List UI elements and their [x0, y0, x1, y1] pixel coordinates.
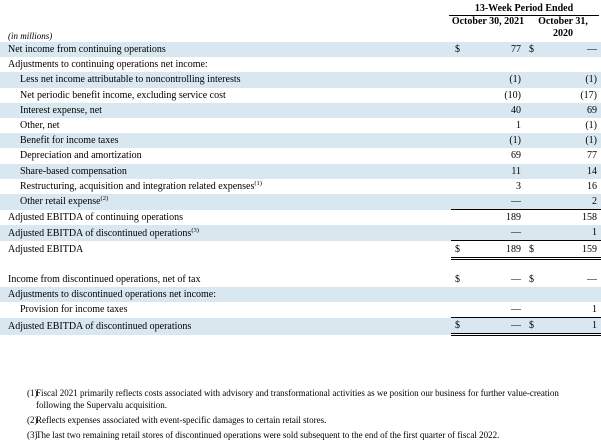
- currency-2021: [451, 88, 463, 103]
- currency-2020: $: [529, 273, 534, 285]
- value-2021: 77: [463, 42, 525, 57]
- currency-2020: [525, 287, 537, 302]
- currency-2020: [525, 57, 537, 72]
- currency-2021: [451, 302, 463, 318]
- currency-2021: [451, 57, 463, 72]
- footnote-key: (2): [27, 415, 38, 425]
- value-2020: 16: [587, 180, 597, 192]
- currency-2020: [525, 225, 537, 241]
- footnote: [0, 414, 601, 426]
- value-2021: —: [463, 302, 525, 318]
- table-row: [0, 148, 601, 163]
- currency-2020: [525, 133, 537, 148]
- footnote: [0, 429, 601, 441]
- currency-2021: $: [455, 273, 460, 285]
- value-2021: 69: [511, 150, 521, 162]
- footnote-key: (3): [27, 430, 38, 440]
- spacer-row: [0, 258, 601, 272]
- value-2021: —: [511, 273, 521, 285]
- value-2021: 189: [463, 241, 525, 258]
- row-label: Other, net: [20, 120, 60, 132]
- currency-2021: [451, 210, 463, 226]
- footnote: [0, 387, 601, 411]
- currency-2021: [451, 225, 463, 241]
- currency-2020: [525, 194, 537, 210]
- footnote-key: (1): [27, 388, 38, 398]
- table-row: [0, 42, 601, 57]
- ebitda-reconciliation-table: [0, 42, 601, 336]
- currency-2021: [451, 103, 463, 118]
- currency-2021: $: [451, 318, 463, 335]
- currency-2021: $: [451, 241, 463, 258]
- value-2020: —: [537, 42, 601, 57]
- column-header-2020: October 31, 2020: [527, 16, 599, 43]
- row-label: Adjusted EBITDA: [8, 244, 84, 256]
- row-label: Adjusted EBITDA of continuing operations: [8, 211, 183, 223]
- row-label: Net periodic benefit income, excluding service cost: [20, 89, 226, 101]
- row-label: Provision for income taxes: [20, 304, 128, 316]
- table-row: [0, 72, 601, 87]
- value-2020: (17): [580, 89, 597, 101]
- table-row: [0, 302, 601, 318]
- footnote-text: Fiscal 2021 primarily reflects costs associated with advisory and transformational activities as we position our business for further value-creation following the Supervalu acquisition.: [36, 388, 559, 410]
- value-2021: —: [463, 194, 525, 210]
- value-2020: —: [587, 273, 597, 285]
- value-2020: 158: [582, 212, 597, 224]
- value-2020: 77: [587, 150, 597, 162]
- currency-2021: [451, 164, 463, 179]
- table-row: [0, 57, 601, 72]
- value-2021: [463, 287, 525, 302]
- currency-2020: [525, 164, 537, 179]
- row-label: Adjustments to discontinued operations net income:: [0, 287, 451, 302]
- currency-2021: [451, 179, 463, 194]
- table-row: [0, 103, 601, 118]
- value-2020: 69: [537, 103, 601, 118]
- value-2021: (1): [463, 72, 525, 87]
- currency-2021: $: [451, 42, 463, 57]
- value-2021: —: [463, 225, 525, 241]
- currency-2021: [451, 72, 463, 87]
- value-2021: (10): [504, 89, 521, 101]
- row-label: Benefit for income taxes: [0, 133, 451, 148]
- row-label: Restructuring, acquisition and integration related expenses$^{(1)}$: [20, 179, 262, 192]
- row-label: Other retail expense$^{(2)}$: [0, 194, 451, 210]
- table-row: [0, 194, 601, 210]
- table-row: [0, 272, 601, 287]
- table-row: [0, 287, 601, 302]
- currency-2020: $: [525, 241, 537, 258]
- footnote-ref: (2): [100, 195, 109, 203]
- value-2020: (1): [537, 72, 601, 87]
- currency-2020: $: [525, 318, 537, 335]
- table-row: [0, 225, 601, 241]
- currency-2020: [525, 302, 537, 318]
- row-label: Adjusted EBITDA of discontinued operations$^{(3)}$: [0, 225, 451, 241]
- value-2020: [537, 57, 601, 72]
- table-row: [0, 164, 601, 179]
- currency-2021: [451, 118, 463, 133]
- currency-2020: [525, 103, 537, 118]
- footnote-text: The last two remaining retail stores of discontinued operations were sold subsequent to the end of the first quarter of fiscal 2022.: [36, 430, 500, 440]
- currency-2020: [525, 88, 537, 103]
- value-2020: (1): [585, 120, 597, 132]
- value-2020: 14: [537, 164, 601, 179]
- row-label: Adjusted EBITDA of discontinued operations: [0, 318, 451, 335]
- row-label: Share-based compensation: [0, 164, 451, 179]
- currency-2021: [451, 133, 463, 148]
- currency-2020: $: [525, 42, 537, 57]
- value-2020: 159: [537, 241, 601, 258]
- table-row: [0, 210, 601, 226]
- row-label: Depreciation and amortization: [20, 150, 142, 162]
- footnotes: [0, 387, 601, 444]
- currency-2020: [525, 179, 537, 194]
- value-2021: (1): [463, 133, 525, 148]
- currency-2020: [525, 72, 537, 87]
- table-row: [0, 241, 601, 258]
- value-2021: —: [463, 318, 525, 335]
- currency-2021: [451, 194, 463, 210]
- footnote-ref: (3): [191, 226, 199, 234]
- value-2021: 189: [506, 212, 521, 224]
- footnote-text: Reflects expenses associated with event-specific damages to certain retail stores.: [36, 415, 327, 425]
- value-2021: 40: [463, 103, 525, 118]
- row-label: Net income from continuing operations: [0, 42, 451, 57]
- row-label: Interest expense, net: [0, 103, 451, 118]
- footnote-ref: (1): [254, 179, 262, 187]
- row-label: Income from discontinued operations, net of tax: [8, 273, 201, 285]
- currency-2020: [525, 118, 537, 133]
- value-2020: 1: [537, 318, 601, 335]
- value-2020: 1: [537, 225, 601, 241]
- table-row: [0, 133, 601, 148]
- currency-2020: [525, 210, 537, 226]
- value-2021: 11: [463, 164, 525, 179]
- value-2021: 3: [516, 180, 521, 192]
- value-2020: 1: [537, 302, 601, 318]
- table-row: [0, 179, 601, 194]
- period-header: 13-Week Period Ended: [449, 2, 599, 16]
- row-label: Adjustments to continuing operations net income:: [8, 59, 208, 71]
- table-row: [0, 88, 601, 103]
- column-header-2021: October 30, 2021: [451, 16, 525, 43]
- currency-2021: [451, 287, 463, 302]
- value-2020: (1): [537, 133, 601, 148]
- currency-2020: [525, 148, 537, 163]
- row-label: Less net income attributable to noncontrolling interests: [0, 72, 451, 87]
- table-row: [0, 118, 601, 133]
- units-label: (in millions): [8, 31, 53, 41]
- value-2020: [537, 287, 601, 302]
- value-2021: 1: [516, 120, 521, 132]
- value-2021: [463, 57, 525, 72]
- currency-2021: [451, 148, 463, 163]
- value-2020: 2: [537, 194, 601, 210]
- table-row: [0, 318, 601, 335]
